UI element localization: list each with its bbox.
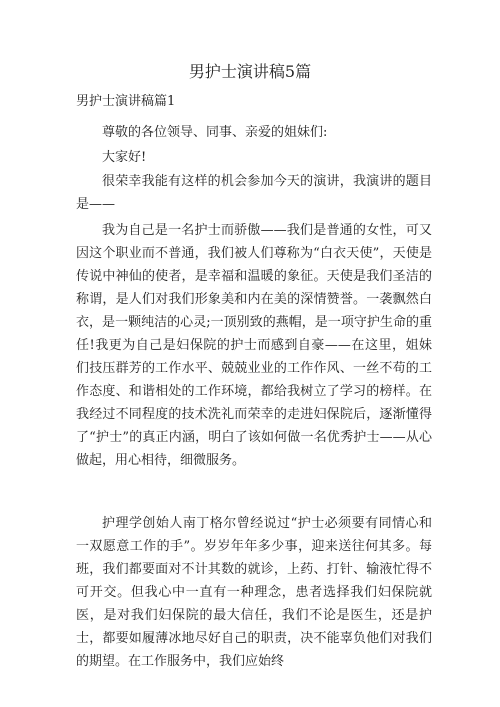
paragraph-intro: 很荣幸我能有这样的机会参加今天的演讲，我演讲的题目是—— xyxy=(76,174,432,212)
section-heading: 男护士演讲稿篇1 xyxy=(76,94,176,109)
paragraph-hello: 大家好! xyxy=(102,150,147,165)
document-title: 男护士演讲稿5篇 xyxy=(188,62,312,81)
paragraph-body-1: 我为自己是一名护士而骄傲——我们是普通的女性，可又因这个职业而不普通，我们被人们尊称为“白衣天使”，天使是传说中神仙的使者，是幸福和温暖的象征。天使是我们圣洁的称谓，是人们对我们形象美和内在美的深情赞誉。一袭飘然白衣，是一颗纯洁的心灵;一顶别致的燕帽，是一项守护生命的重任!我更为自己是妇保院的护士而感到自豪——在这里，姐妹们技压群芳的工作水平、兢兢业业的工作作风、一丝不苟的工作态度、和谐相处的工作环境，都给我树立了学习的榜样。在我经过不同程度的技术洗礼而荣幸的走进妇保院后，逐渐懂得了“护士”的真正内涵，明白了该如何做一名优秀护士——从心做起，用心相待，细微服务。 xyxy=(76,223,432,468)
paragraph-greeting: 尊敬的各位领导、同事、亲爱的姐妹们: xyxy=(102,125,328,140)
paragraph-body-2: 护理学创始人南丁格尔曾经说过“护士必须要有同情心和一双愿意工作的手”。岁岁年年多少事，迎来送往何其多。每班，我们都要面对不计其数的就诊，上药、打针、输液忙得不可开交。但我心中一直有一种理念，患者选择我们妇保院就医，是对我们妇保院的最大信任，我们不论是医生，还是护士，都要如履薄冰地尽好自己的职责，决不能辜负他们对我们的期望。在工作服务中，我们应始终 xyxy=(76,516,432,669)
